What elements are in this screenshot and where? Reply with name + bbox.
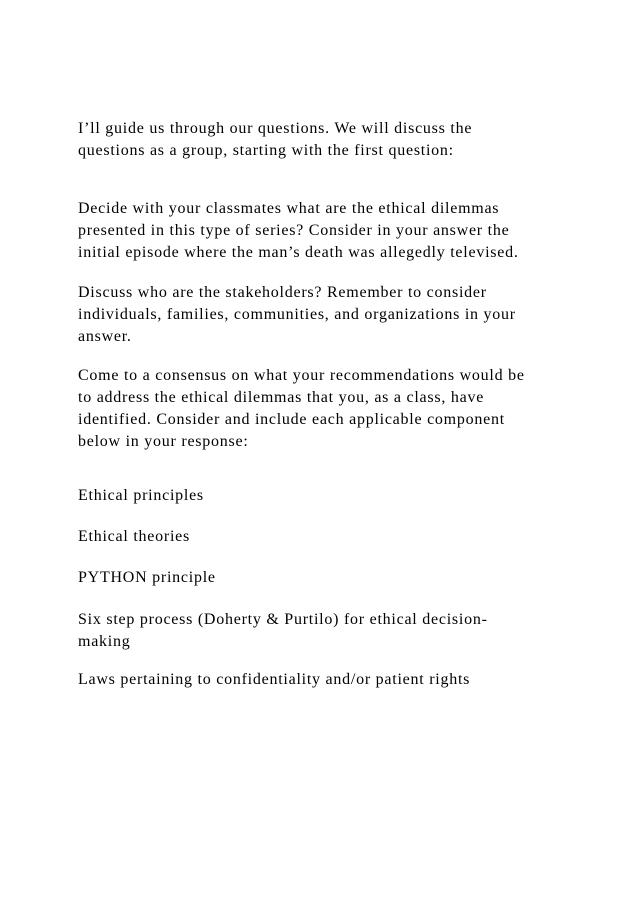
component-ethical-principles: Ethical principles	[78, 487, 204, 504]
component-ethical-theories: Ethical theories	[78, 528, 190, 545]
question-3-paragraph: Come to a consensus on what your recommendations would be to address the ethical dilemmas that you, as a class, have identified. Consider and include each applicable component below in your response:	[78, 367, 525, 450]
component-laws-confidentiality: Laws pertaining to confidentiality and/or patient rights	[78, 671, 471, 688]
component-python-principle: PYTHON principle	[78, 569, 216, 586]
component-six-step-process: Six step process (Doherty & Purtilo) for ethical decision- making	[78, 611, 488, 650]
intro-paragraph: I’ll guide us through our questions. We will discuss the questions as a group, starting with the first question:	[78, 120, 473, 159]
question-2-paragraph: Discuss who are the stakeholders? Remember to consider individuals, families, communities, and organizations in your answer.	[78, 284, 516, 345]
question-1-paragraph: Decide with your classmates what are the ethical dilemmas presented in this type of series? Consider in your answer the initial episode where the man’s death was allegedly televised.	[78, 200, 519, 261]
